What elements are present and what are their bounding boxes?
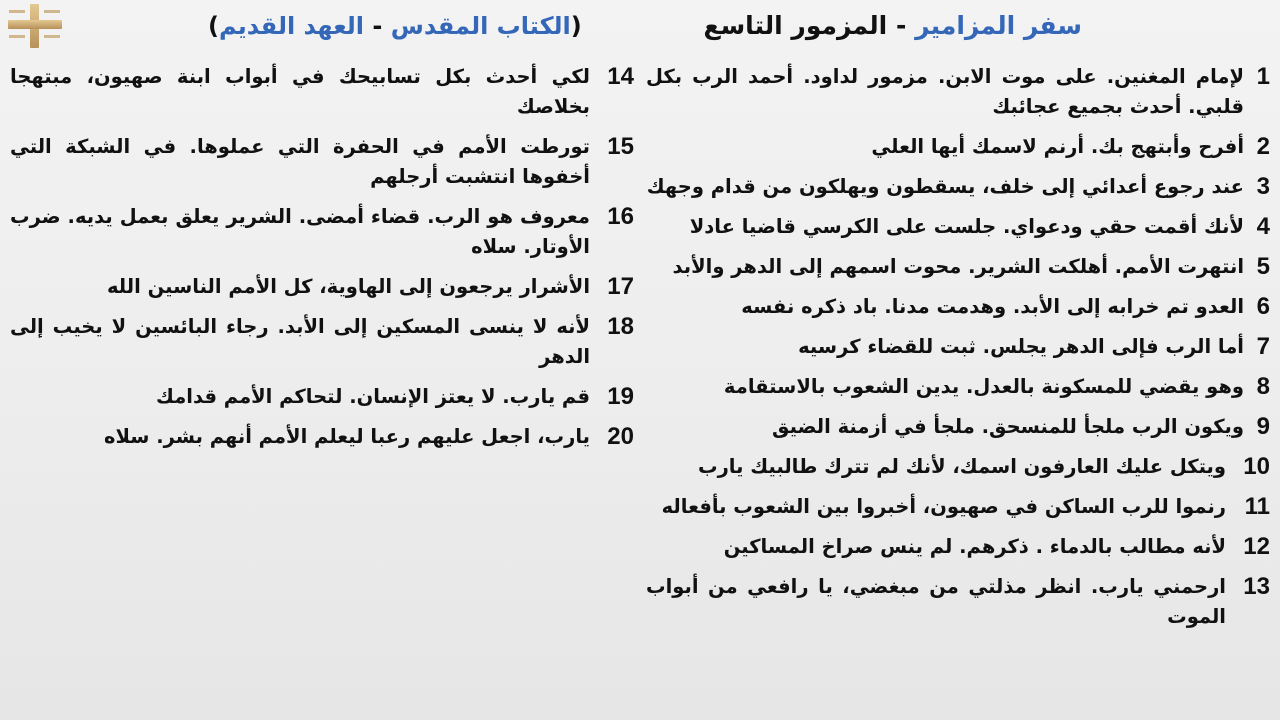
- verse-number: 9: [1256, 413, 1270, 440]
- verse-text: أفرح وأبتهج بك. أرنم لاسمك أيها العلي: [871, 135, 1244, 158]
- verse-number: 3: [1256, 173, 1270, 200]
- verse-17: [10, 272, 634, 302]
- verse-19: [10, 382, 634, 412]
- verse-number: 8: [1256, 373, 1270, 400]
- verse-text: يارب، اجعل عليهم رعبا ليعلم الأمم أنهم بشر. سلاه: [103, 425, 590, 448]
- verse-text: لأنه لا ينسى المسكين إلى الأبد. رجاء البائسين لا يخيب إلى الدهر: [10, 315, 590, 368]
- verse-13: [646, 572, 1270, 632]
- source-separator: -: [372, 12, 383, 40]
- verse-number: 6: [1256, 293, 1270, 320]
- title-separator: -: [895, 11, 907, 40]
- verse-18: [10, 312, 634, 372]
- verses-column-right: [646, 62, 1270, 642]
- verse-number: 20: [607, 423, 634, 450]
- verse-number: 15: [607, 133, 634, 160]
- verse-number: 13: [1243, 573, 1270, 600]
- verse-text: معروف هو الرب. قضاء أمضى. الشرير يعلق بعمل يديه. ضرب الأوتار. سلاه: [10, 205, 590, 258]
- verse-text: ويتكل عليك العارفون اسمك، لأنك لم تترك طالبيك يارب: [697, 455, 1226, 478]
- verse-9: [646, 412, 1270, 442]
- verse-number: 12: [1243, 533, 1270, 560]
- verse-16: [10, 202, 634, 262]
- verse-8: [646, 372, 1270, 402]
- verse-number: 18: [607, 313, 634, 340]
- verse-text: ارحمني يارب. انظر مذلتي من مبغضي، يا رافعي من أبواب الموت: [646, 575, 1226, 628]
- verse-7: [646, 332, 1270, 362]
- verse-text: الأشرار يرجعون إلى الهاوية، كل الأمم الناسين الله: [106, 275, 590, 298]
- verse-number: 2: [1256, 133, 1270, 160]
- verse-text: وهو يقضي للمسكونة بالعدل. يدين الشعوب بالاستقامة: [723, 375, 1244, 398]
- verse-text: تورطت الأمم في الحفرة التي عملوها. في الشبكة التي أخفوها انتشبت أرجلهم: [10, 135, 590, 188]
- verse-number: 19: [607, 383, 634, 410]
- verse-15: [10, 132, 634, 192]
- verse-number: 1: [1256, 63, 1270, 90]
- verses-column-left: [10, 62, 634, 462]
- open-paren: (: [570, 12, 582, 40]
- chapter-title: المزمور التاسع: [703, 11, 888, 40]
- book-title: سفر المزامير: [915, 11, 1082, 40]
- verse-number: 14: [607, 63, 634, 90]
- verse-number: 11: [1244, 493, 1270, 520]
- verse-text: رنموا للرب الساكن في صهيون، أخبروا بين الشعوب بأفعاله: [661, 495, 1226, 518]
- verse-14: [10, 62, 634, 122]
- verse-number: 7: [1256, 333, 1270, 360]
- verse-3: [646, 172, 1270, 202]
- verse-2: [646, 132, 1270, 162]
- cross-logo-icon: [4, 2, 66, 50]
- close-paren: ): [208, 12, 219, 40]
- testament-title: العهد القديم: [218, 12, 365, 40]
- verse-5: [646, 252, 1270, 282]
- verse-text: العدو تم خرابه إلى الأبد. وهدمت مدنا. باد ذكره نفسه: [741, 295, 1244, 318]
- verse-12: [646, 532, 1270, 562]
- verse-20: [10, 422, 634, 452]
- source-title: [208, 6, 582, 46]
- verse-text: لأنه مطالب بالدماء . ذكرهم. لم ينس صراخ المساكين: [723, 535, 1226, 558]
- verse-number: 16: [607, 203, 634, 230]
- page-title: [704, 6, 1082, 46]
- verse-text: انتهرت الأمم. أهلكت الشرير. محوت اسمهم إلى الدهر والأبد: [672, 255, 1244, 278]
- verse-number: 17: [607, 273, 634, 300]
- verse-text: ويكون الرب ملجأ للمنسحق. ملجأ في أزمنة الضيق: [772, 415, 1244, 438]
- verse-11: [646, 492, 1270, 522]
- verse-text: لأنك أقمت حقي ودعواي. جلست على الكرسي قاضيا عادلا: [689, 215, 1244, 238]
- verse-number: 4: [1256, 213, 1270, 240]
- verse-text: قم يارب. لا يعتز الإنسان. لتحاكم الأمم قدامك: [156, 385, 590, 408]
- verse-4: [646, 212, 1270, 242]
- verse-number: 10: [1243, 453, 1270, 480]
- verse-text: لكي أحدث بكل تسابيحك في أبواب ابنة صهيون، مبتهجا بخلاصك: [10, 65, 590, 118]
- verse-6: [646, 292, 1270, 322]
- bible-title: الكتاب المقدس: [390, 12, 571, 40]
- verse-10: [646, 452, 1270, 482]
- verse-text: أما الرب فإلى الدهر يجلس. ثبت للقضاء كرسيه: [798, 335, 1244, 358]
- verse-1: [646, 62, 1270, 122]
- verse-number: 5: [1256, 253, 1270, 280]
- verse-text: عند رجوع أعدائي إلى خلف، يسقطون ويهلكون من قدام وجهك: [646, 175, 1244, 198]
- verse-text: لإمام المغنين. على موت الابن. مزمور لداود. أحمد الرب بكل قلبي. أحدث بجميع عجائبك: [646, 65, 1244, 118]
